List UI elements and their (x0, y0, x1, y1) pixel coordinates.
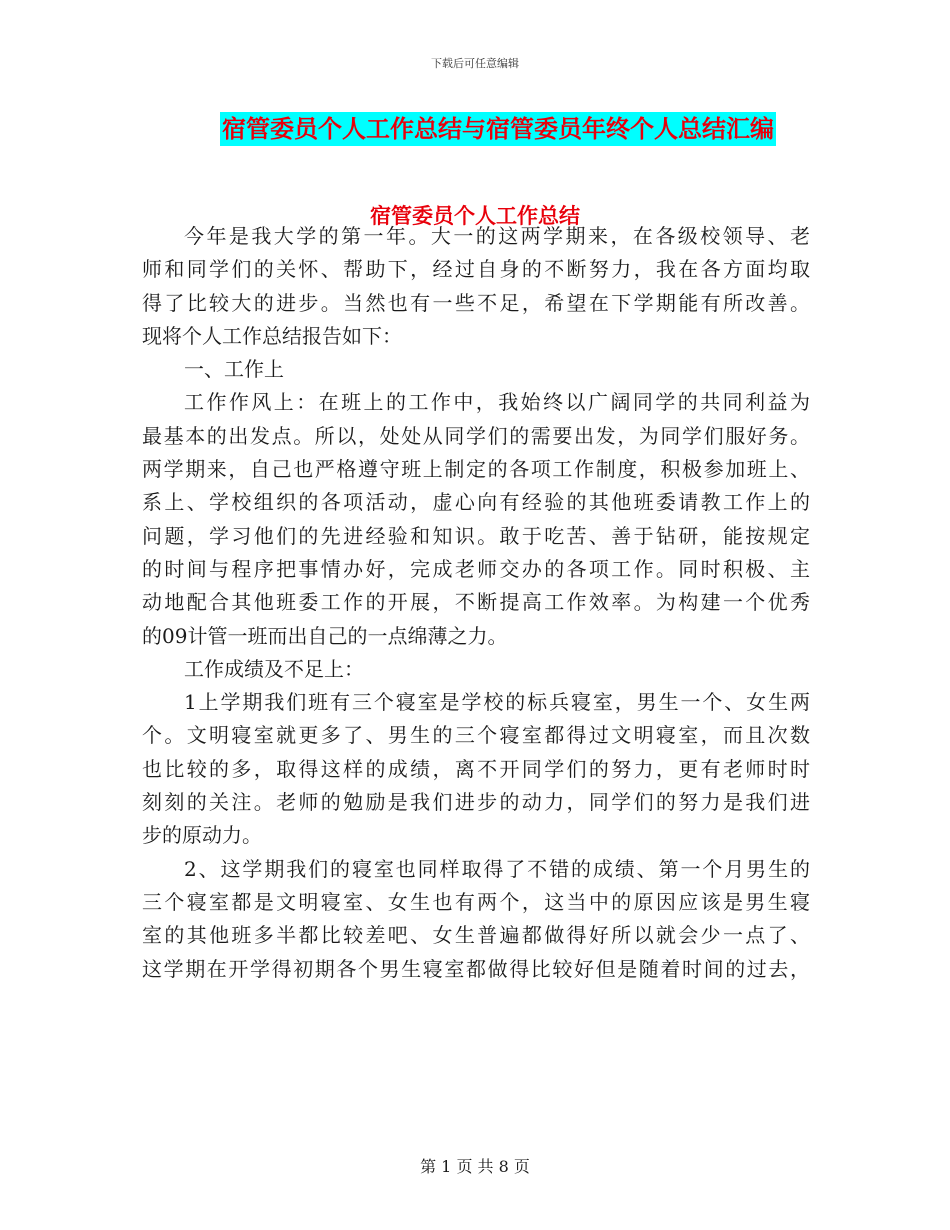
body-line: 也比较的多，取得这样的成绩，离不开同学们的努力，更有老师时时 (142, 756, 810, 781)
body-line: 动地配合其他班委工作的开展，不断提高工作效率。为构建一个优秀 (142, 590, 810, 615)
body-line: 室的其他班多半都比较差吧、女生普遍都做得好所以就会少一点了、 (142, 923, 810, 948)
body-line: 工作成绩及不足上： (184, 656, 364, 681)
body-line: 今年是我大学的第一年。大一的这两学期来，在各级校领导、老 (184, 224, 810, 248)
body-line: 三个寝室都是文明寝室、女生也有两个，这当中的原因应该是男生寝 (142, 889, 810, 914)
main-title-wrap (0, 112, 950, 146)
page-footer: 第 1 页 共 8 页 (420, 1157, 530, 1176)
body-line: 个。文明寝室就更多了、男生的三个寝室都得过文明寝室，而且次数 (142, 723, 810, 748)
body-line: 问题，学习他们的先进经验和知识。敢于吃苦、善于钻研，能按规定 (142, 523, 810, 548)
body-line: 得了比较大的进步。当然也有一些不足，希望在下学期能有所改善。 (142, 290, 810, 315)
body-line: 2、这学期我们的寝室也同样取得了不错的成绩、第一个月男生的 (184, 856, 810, 881)
body-line: 步的原动力。 (142, 823, 262, 848)
body-line: 一、工作上 (184, 357, 284, 382)
body-line: 工作作风上：在班上的工作中，我始终以广阔同学的共同利益为 (184, 390, 810, 415)
body-line: 这学期在开学得初期各个男生寝室都做得比较好但是随着时间的过去， (142, 956, 810, 981)
body-line: 最基本的出发点。所以，处处从同学们的需要出发，为同学们服好务。 (142, 423, 810, 448)
body-line: 师和同学们的关怀、帮助下，经过自身的不断努力，我在各方面均取 (142, 257, 810, 282)
body-line: 两学期来，自己也严格遵守班上制定的各项工作制度，积极参加班上、 (142, 457, 810, 482)
document-body (142, 220, 810, 986)
body-line: 现将个人工作总结报告如下： (142, 323, 402, 348)
section-title: 宿管委员个人工作总结 (370, 204, 580, 228)
main-title: 宿管委员个人工作总结与宿管委员年终个人总结汇编 (220, 112, 776, 146)
body-line: 的时间与程序把事情办好，完成老师交办的各项工作。同时积极、主 (142, 556, 810, 581)
body-line: 刻刻的关注。老师的勉励是我们进步的动力，同学们的努力是我们进 (142, 790, 810, 815)
body-line: 的09计管一班而出自己的一点绵薄之力。 (142, 623, 508, 648)
body-line: 系上、学校组织的各项活动，虚心向有经验的其他班委请教工作上的 (142, 490, 810, 515)
header-note: 下载后可任意编辑 (431, 57, 519, 70)
body-line: 1上学期我们班有三个寝室是学校的标兵寝室，男生一个、女生两 (184, 690, 810, 715)
